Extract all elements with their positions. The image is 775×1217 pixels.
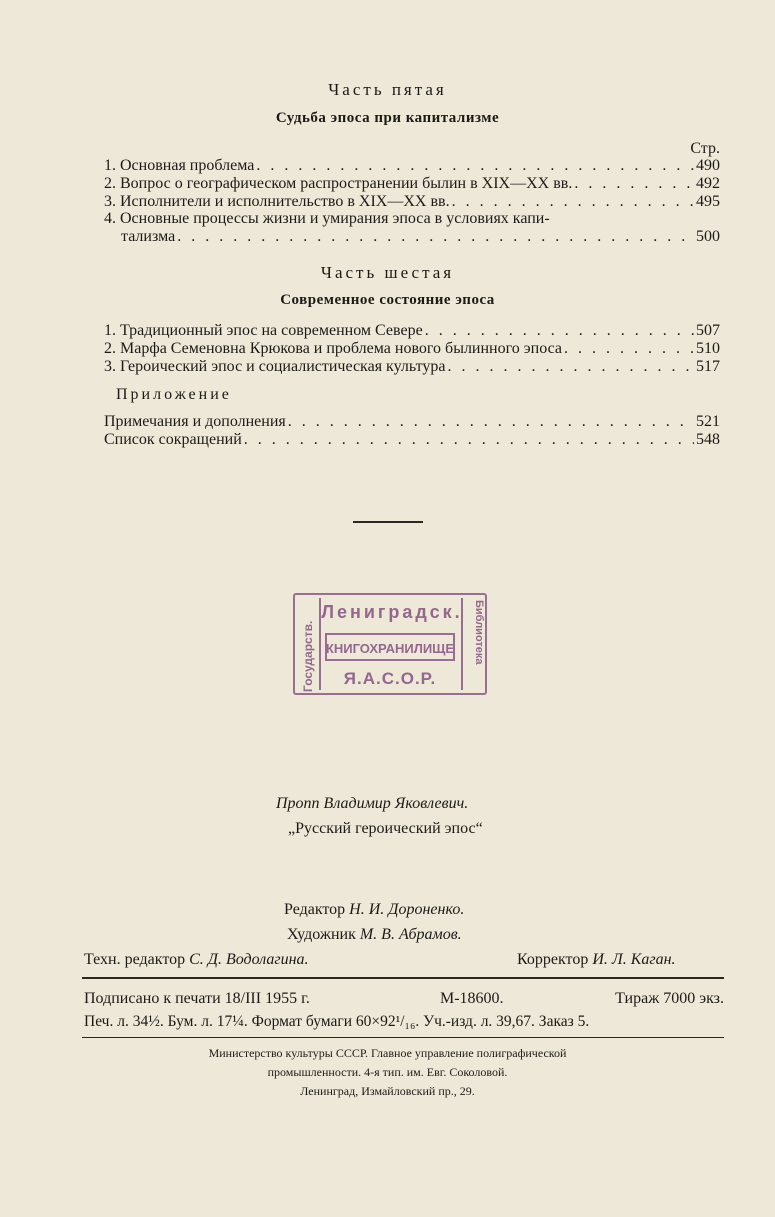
section-divider (353, 521, 423, 523)
leader-dots (447, 358, 694, 376)
artist-label: Художник (287, 926, 356, 943)
part5-title: Судьба эпоса при капитализме (275, 110, 500, 126)
toc-entry-title: 2. Вопрос о географическом распространении былин в XIX—XX вв. (104, 175, 573, 192)
stamp-right-vertical: Библиотека (473, 600, 485, 665)
toc-entry-title: 1. Основная проблема (104, 157, 255, 174)
artist-name: М. В. Абрамов. (359, 926, 462, 943)
part6-heading: Часть шестая (320, 263, 455, 282)
leader-dots (288, 413, 694, 431)
part6-title: Современное состояние эпоса (280, 292, 495, 308)
toc-entry-title: Список сокращений (104, 431, 242, 448)
signed-for-print: Подписано к печати 18/III 1955 г. (84, 990, 310, 1007)
colophon-rule-bottom (82, 1037, 724, 1038)
toc-entry-page: 500 (696, 228, 720, 245)
toc-entry-page: 548 (696, 431, 720, 448)
toc-entry-page: 492 (696, 175, 720, 192)
leader-dots (452, 193, 694, 211)
editor-label: Редактор (284, 901, 346, 918)
leader-dots (177, 228, 694, 246)
corrector-name: И. Л. Каган. (592, 951, 676, 968)
part5-heading: Часть пятая (328, 80, 447, 99)
toc-entry-title: Примечания и дополнения (104, 413, 286, 430)
toc-entry-title-line2: тализма (121, 228, 176, 245)
colophon-book-title: „Русский героический эпос“ (288, 820, 483, 837)
tech-editor-credit (84, 951, 309, 969)
toc-entry (104, 358, 720, 378)
toc-entry-page: 495 (696, 193, 720, 210)
toc-entry-title: 3. Героический эпос и социалистическая культура (104, 358, 446, 375)
publisher-line2: промышленности. 4-я тип. им. Евг. Соколовой. (267, 1065, 508, 1079)
corrector-credit (517, 951, 676, 969)
toc-entry-title: 1. Традиционный эпос на современном Севере (104, 322, 423, 339)
colophon-rule-top (82, 977, 724, 979)
tech-editor-name: С. Д. Водолагина. (189, 951, 309, 968)
stamp-line1: Лениградск. (321, 602, 463, 622)
toc-entry (104, 322, 720, 342)
toc-entry-page: 490 (696, 157, 720, 174)
library-stamp (290, 588, 490, 700)
artist-credit (287, 926, 462, 944)
corrector-label: Корректор (517, 951, 589, 968)
tech-editor-label: Техн. редактор (84, 951, 186, 968)
stamp-line2: КНИГОХРАНИЛИЩЕ (325, 641, 455, 656)
toc-entry-page: 510 (696, 340, 720, 357)
toc-entry-page: 521 (696, 413, 720, 430)
toc-entry (104, 340, 720, 360)
leader-dots (425, 322, 694, 340)
toc-entry (104, 431, 720, 451)
leader-dots (564, 340, 694, 358)
toc-entry (104, 413, 720, 433)
editor-credit (284, 901, 464, 919)
leader-dots (256, 157, 694, 175)
leader-dots (574, 175, 694, 193)
leader-dots (244, 431, 694, 449)
print-run: Тираж 7000 экз. (615, 990, 724, 1007)
toc-entry-title: 2. Марфа Семеновна Крюкова и проблема нового былинного эпоса (104, 340, 562, 357)
order-code: М-18600. (440, 990, 504, 1007)
colophon-author: Пропп Владимир Яковлевич. (276, 795, 469, 812)
page-column-label: Стр. (690, 140, 720, 157)
editor-name: Н. И. Дороненко. (349, 901, 465, 918)
toc-entry (104, 175, 720, 195)
stamp-line3: Я.А.С.О.Р. (343, 669, 437, 688)
toc-entry-title: 3. Исполнители и исполнительство в XIX—XX вв. (104, 193, 450, 210)
toc-entry-page: 517 (696, 358, 720, 375)
appendix-heading: Приложение (116, 386, 232, 403)
publisher-line1: Министерство культуры СССР. Главное управление полиграфической (208, 1046, 567, 1060)
print-details-row2: Печ. л. 34½. Бум. л. 17¼. Формат бумаги 60×92¹/₁₆. Уч.-изд. л. 39,67. Заказ 5. (84, 1013, 590, 1030)
publisher-line3: Ленинград, Измайловский пр., 29. (300, 1084, 475, 1098)
toc-entry (121, 228, 720, 248)
toc-entry-page: 507 (696, 322, 720, 339)
toc-entry-title-line1: 4. Основные процессы жизни и умирания эпоса в условиях капи- (104, 210, 550, 227)
toc-entry (104, 157, 720, 177)
stamp-left-vertical: Государств. (301, 620, 315, 692)
